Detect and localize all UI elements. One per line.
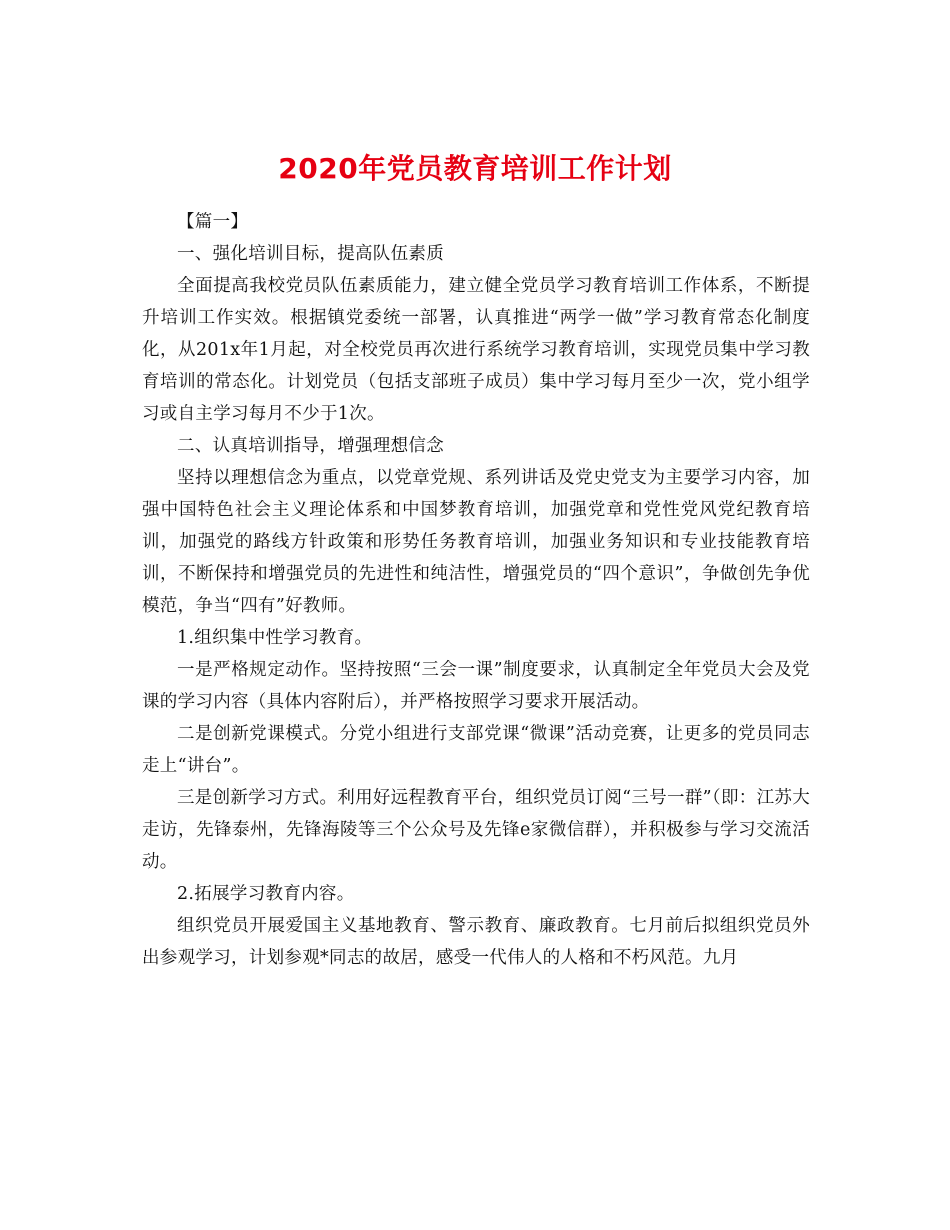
- subsection-heading: 1.组织集中性学习教育。: [177, 628, 373, 648]
- section-heading: 二、认真培训指导，增强理想信念: [177, 436, 444, 456]
- document-title: 2020年党员教育培训工作计划: [278, 151, 672, 185]
- body-paragraph: 组织党员开展爱国主义基地教育、警示教育、廉政教育。七月前后拟组织党员外出参观学习，计划参观*同志的故居，感受一代伟人的人格和不朽风范。九月: [142, 916, 810, 968]
- body-paragraph: 一是严格规定动作。坚持按照“三会一课”制度要求，认真制定全年党员大会及党课的学习内容（具体内容附后），并严格按照学习要求开展活动。: [142, 660, 810, 712]
- body-paragraph: 全面提高我校党员队伍素质能力，建立健全党员学习教育培训工作体系，不断提升培训工作实效。根据镇党委统一部署，认真推进“两学一做”学习教育常态化制度化，从201x年1月起，对全校党员再次进行系统学习教育培训，实现党员集中学习教育培训的常态化。计划党员（包括支部班子成员）集中学习每月至少一次，党小组学习或自主学习每月不少于1次。: [142, 276, 810, 424]
- section-label: 【篇一】: [177, 212, 249, 232]
- section-heading: 一、强化培训目标，提高队伍素质: [177, 244, 444, 264]
- body-paragraph: 坚持以理想信念为重点，以党章党规、系列讲话及党史党支为主要学习内容，加强中国特色社会主义理论体系和中国梦教育培训，加强党章和党性党风党纪教育培训，加强党的路线方针政策和形势任务教育培训，加强业务知识和专业技能教育培训，不断保持和增强党员的先进性和纯洁性，增强党员的“四个意识”，争做创先争优模范，争当“四有”好教师。: [142, 468, 810, 616]
- document-body: [142, 206, 810, 974]
- subsection-heading: 2.拓展学习教育内容。: [177, 884, 355, 904]
- body-paragraph: 三是创新学习方式。利用好远程教育平台，组织党员订阅“三号一群”（即：江苏大走访，先锋泰州，先锋海陵等三个公众号及先锋e家微信群），并积极参与学习交流活动。: [142, 788, 810, 872]
- body-paragraph: 二是创新党课模式。分党小组进行支部党课“微课”活动竞赛，让更多的党员同志走上“讲台”。: [142, 724, 810, 776]
